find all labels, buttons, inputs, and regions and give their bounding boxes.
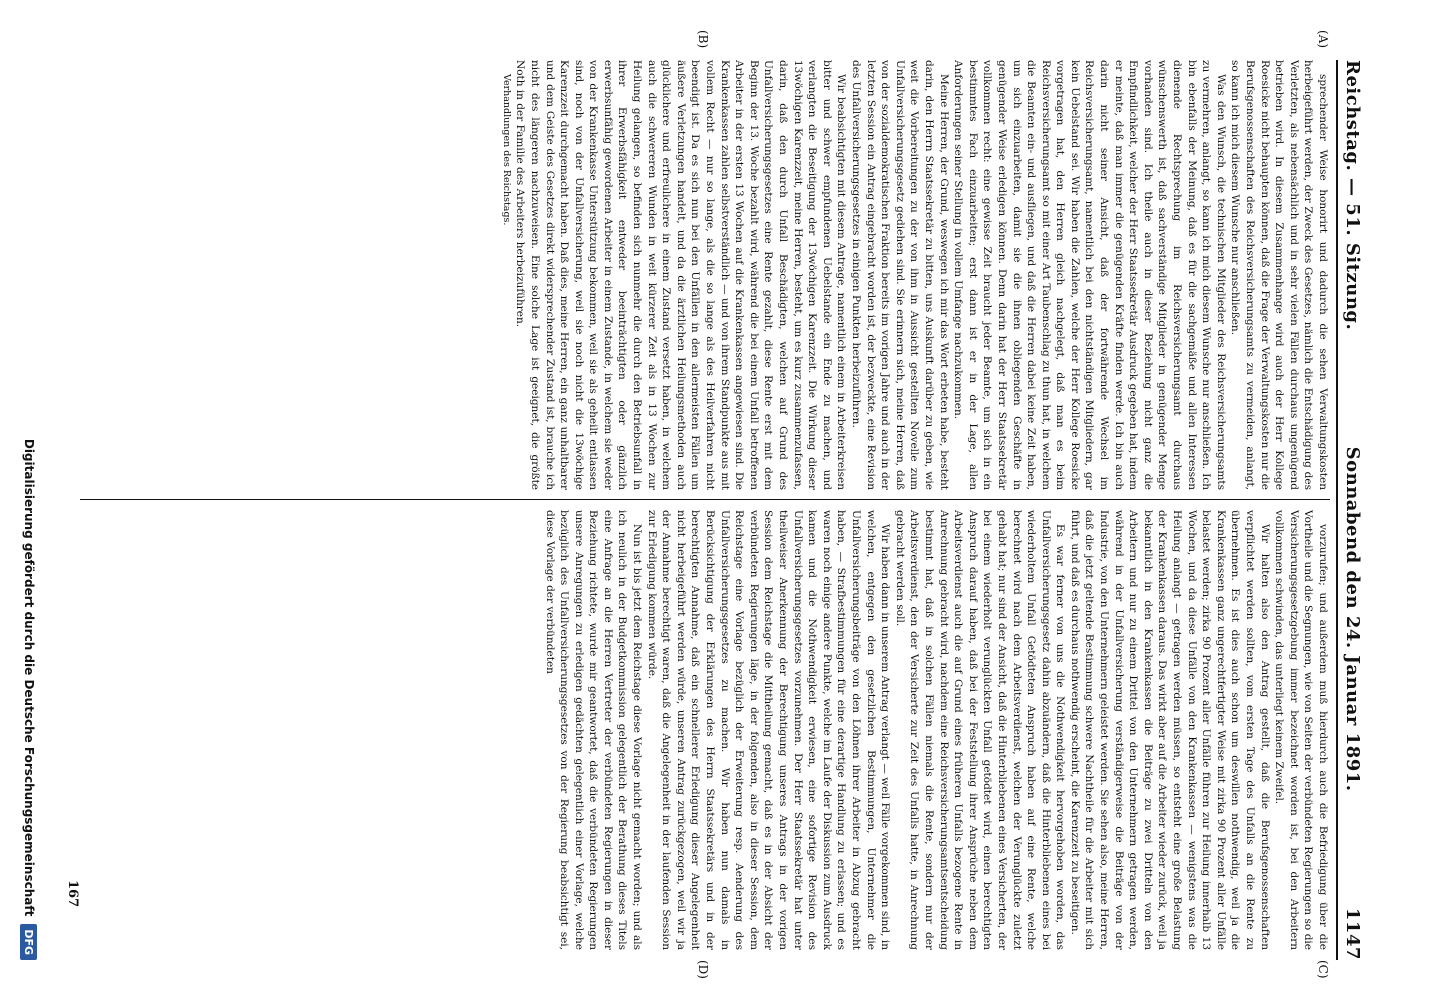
paragraph: Wir haben dann in unserem Antrag verlangt — weil Fälle vorgekommen sind, in welchen, entgegen den gesetzlichen Bestimmungen, Unternehmer die Unfallversicherungsbeiträge von den Löhnen ihrer Arbeiter in Abzug gebracht haben, — Strafbestimmungen für eine derartige Handlung zu erlassen; und es waren noch einige andere Punkte, welche im Laufe der Diskussion zum Ausdruck kamen und die Nothwendigkeit erwiesen, eine sofortige Revision des Unfallversicherungsgesetzes vorzunehmen. Der Herr Staatssekretär hat unter theilweiser Anerkennung der Berechtigung unseres Antrags in der vorigen Session dem Reichstage die Mittheilung gemacht, daß es in der Absicht der verbündeten Regierungen läge, in der folgenden, also in dieser Session, dem Reichstage eine Vorlage bezüglich der Erweiterung resp. Aenderung des Unfallversicherungsgesetzes zu machen. Wir haben nun damals in Berücksichtigung der Erklärungen des Herrn Staatssekretärs und in der berechtigten Annahme, daß ein schnellerer Erledigung dieser Angelegenheit nicht herbeigeführt werden würde, unseren Antrag zurückgezogen, weil wir ja der Annahme berechtigt waren, daß die Angelegenheit in der laufenden Session zur Erledigung kommen würde.	[645, 510, 892, 950]
sheet-number: 167	[65, 880, 80, 908]
paragraph: Es war ferner von uns die Nothwendigkeit hervorgehoben worden, das Unfallversicherungsgesetz dahin abzuändern, daß die Hinterbliebenen eines bei wiederholtem Unfall Getödteten Anspruch haben auf eine Rente, welche berechnet wird nach dem Arbeitsverdienst, welchen der Verunglückte zuletzt gehabt hat; nur sind der Ansicht, daß die Hinterbliebenen eines Versicherten, der bei einem wiederholt verunglückten Unfall getödtet wird, einen berechtigten Anspruch darauf haben, daß bei der Feststellung ihrer Ansprüche neben dem Arbeitsverdienst auch die auf Grund eines früheren Unfalls bezogene Rente in Anrechnung gebracht wird, nachdem eine Reichsversicherungsamtsentscheidung bestimmt hat, daß in solchen Fällen niemals die Rente, sondern nur der Arbeitsverdienst, den der Versicherte zur Zeit des Unfalls hatte, in Anrechnung gebracht werden soll.	[893, 510, 1067, 950]
paragraph: vorzurufen; und außerdem muß hierdurch auch die Befriedigung über die Vortheile und die Segnungen, wie von Seiten der verbündeten Regierungen so die Versicherungsgesetzgebung immer bezeichnet worden ist, bei den Arbeitern vollkommen schwinden, das unterliegt keinem Zweifel.	[1273, 510, 1329, 950]
digitization-credit	[14, 60, 44, 960]
column-footer: Verhandlungen des Reichstags.	[500, 74, 512, 226]
paragraph: Wir beabsichtigten mit diesem Antrage, namentlich einem in Arbeiterkreisen bitter und schwer empfundenen Uebelstande ein Ende zu machen, und verlangten die Beseitigung der 13wöchigen Karenzzeit. Die Wirkung dieser 13wöchigen Karenzzeit, meine Herren, besteht, um es kurz zusammenzufassen, darin, daß den durch Unfall Beschädigten, welchen auf Grund des Unfallversicherungsgesetzes eine Rente gezahlt, diese Rente erst mit dem Beginn der 13. Woche bezahlt wird, während die bei einem Unfall betroffenen Arbeiter in der ersten 13 Wochen auf die Krankenkassen angewiesen sind. Die Krankenkassen zahlen selbstverständlich — und von ihrem Standpunkte aus mit vollem Recht — nur so lange, als die so lange als des Heilverfahren nicht beendigt ist. Da es sich nun bei den Unfällen in den allermeisten Fällen um äußere Verletzungen handelt, und da die ärztlichen Heilungsmethoden auch glücklichere und erfreulichere in einem Zustand versetzt haben, in welchem auch die schwereren Wunden in weit kürzerer Zeit als in 13 Wochen zur Heilung gelangen, so befinden sich nunmehr die durch den Betriebsunfall in ihrer Erwerbsfähigkeit entweder beeinträchtigten oder gänzlich erwerbsunfähig gewordenen Arbeiter in einem Zustande, in welchem sie weder von der Krankenkasse Unterstützung bekommen, weil sie als geheilt entlassen sind, noch von der Unfallversicherung, weil sie noch nicht die 13wöchige Karenzzeit durchgemacht haben. Daß dies, meine Herren, ein ganz unhaltbarer und dem Geiste des Gesetzes direkt widersprechender Zustand ist, brauche ich nicht des längeren nachzuweisen. Eine solche Lage ist geeignet, die größte Noth in der Familie des Arbeiters herbeizuführen.	[514, 60, 848, 490]
dfg-logo: DFG	[21, 924, 38, 960]
margin-marker-b: (B)	[696, 30, 710, 49]
left-column	[70, 60, 1330, 490]
margin-marker-c: (C)	[1316, 960, 1330, 979]
paragraph: Wir halten also den Antrag gestellt, daß die Berufsgenossenschaften verpflichtet werden sollten, vom ersten Tage des Unfalls an die Rente zu übernehmen. Es ist dies auch schon um deswillen nothwendig, weil ja die Krankenkassen ganz ungerechtfertigter Weise mit zirka 90 Prozent aller Unfälle belastet werden; zirka 90 Prozent aller Unfälle führen zur Heilung innerhalb 13 Wochen, und da diese Unfälle von den Krankenkassen — wenigstens was die Heilung anlangt — getragen werden müssen, so entsteht eine große Belastung der Krankenkassen daraus. Das wirkt aber auf die Arbeiter wieder zurück, weil ja bekanntlich in den Krankenkassen die Beiträge zu zwei Dritteln von den Arbeitern und nur zu einem Drittel von den Unternehmern getragen werden, während in der Unfallversicherung verständigerweise die Beiträge von der Industrie, von den Unternehmern geleistet werden. Sie sehen also, meine Herren, daß die jetzt geltende Bestimmung schwere Nachtheile für die Arbeiter mit sich führt, und daß es durchaus nothwendig erscheint, die Karenzzeit zu beseitigen.	[1068, 510, 1271, 950]
paragraph: Meine Herren, der Grund, weswegen ich mir das Wort erbeten habe, besteht darin, den Herrn Staatssekretär zu bitten, uns Auskunft darüber zu geben, wie weit die Vorbereitungen zu der von ihm in Aussicht gestellten Novelle zum Unfallversicherungsgesetz gediehen sind. Sie erinnern sich, meine Herren, daß von der sozialdemokratischen Fraktion bereits im vorigen Jahre und auch in der letzten Session ein Antrag eingebracht worden ist, der bezweckte, eine Revision des Unfallversicherungsgesetzes in einigen Punkten herbeizuführen.	[850, 60, 950, 490]
right-column	[70, 510, 1330, 950]
credit-text: Digitalisierung gefördert durch die Deutsche Forschungsgemeinschaft	[22, 438, 36, 917]
page-number: 1147	[1342, 907, 1364, 960]
paragraph: sprechender Weise honorirt und dadurch die sehen Verwaltungskosten herbeigeführt werden, der Zweck des Gesetzes, nämlich die Entschädigung des Verletzten, als nebensächlich und in sehr vielen Fällen durchaus ungenügend betrieben wird. In diesem Zusammenhange wird auch der Herr Kollege Roesicke nicht behaupten können, daß die Frage der Verwaltungskosten nur die Berufsgenossenschaften des Reichsversicherungsamts zu vermeiden, anlangt, so kann ich mich diesem Wunsche nur anschließen.	[1229, 60, 1329, 490]
page-header	[1338, 60, 1368, 960]
paragraph: Was den Wunsch, die technischen Mitglieder des Reichsversicherungsamts zu vermehren, anlangt, so kann ich mich diesem Wunsche nur anschließen. Ich bin ebenfalls der Meinung, daß es für die sachgemäße und allen Interessen dienende Rechtsprechung im Reichsversicherungsamt durchaus wünschenswerth ist, daß sachverständige Mitglieder in genügender Menge vorhanden sind. Ich theile auch in dieser Beziehung nicht ganz die Empfindlichkeit, welcher der Herr Staatssekretär Ausdruck gegeben hat, indem er meinte, daß man immer die genügenden Kräfte finden werde. Ich bin auch darin nicht seiner Ansicht, daß der fortwährende Wechsel im Reichsversicherungsamt, namentlich bei den nichtständigen Mitgliedern, gar kein Uebelstand sei. Wir haben die Zahlen, welche der Herr Kollege Roesicke vorgetragen hat, den Herren gleich nachgelegt, daß man es beim Reichsversicherungsamt so mit einer Art Taubenschlag zu thun hat, in welchem die Beamten ein- und ausfliegen, und daß die Herren dabei keine Zeit haben, um sich einzuarbeiten, damit sie die ihnen obliegenden Geschäfte in genügender Weise erledigen können. Denn darin hat der Herr Staatssekretär vollkommen recht: eine gewisse Zeit braucht jeder Beamte, um sich in ein bestimmtes Fach einzuarbeiten; erst dann ist er in der Lage, allen Anforderungen seiner Stellung in vollem Umfange nachzukommen.	[952, 60, 1227, 490]
paragraph: Nun ist bis jetzt dem Reichstage diese Vorlage nicht gemacht worden; und als ich neulich in der Budgetkommission gelegentlich der Berathung dieses Titels eine Anfrage an die Herren Vertreter der verbündeten Regierungen in dieser Beziehung richtete, wurde mir geantwortet, daß die verbündeten Regierungen unsere Anregungen zu erledigen gedächten gelegentlich einer Vorlage, welche bezüglich des Unfallversicherungsgesetzes von der Regierung beabsichtigt sei, diese Vorlage der verbündeten	[543, 510, 644, 950]
margin-marker-a: (A)	[1316, 30, 1330, 49]
header-rule	[1336, 60, 1338, 960]
header-left: Reichstag. — 51. Sitzung.	[1342, 60, 1364, 331]
header-date: Sonnabend den 24. Januar 1891.	[1342, 446, 1364, 792]
margin-marker-d: (D)	[696, 960, 710, 979]
column-divider	[80, 499, 1330, 500]
